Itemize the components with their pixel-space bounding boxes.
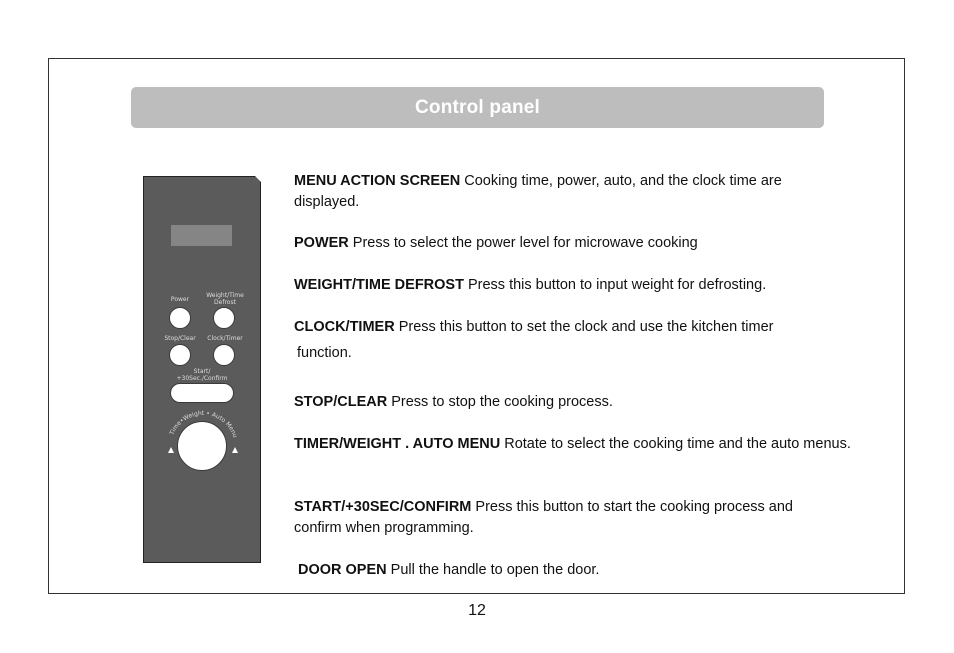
start-label-line1: Start/ — [193, 368, 211, 375]
term-door-open: DOOR OPEN — [298, 562, 387, 578]
term-timer-weight-auto-menu: TIMER/WEIGHT . AUTO MENU — [294, 436, 501, 452]
control-panel-illustration — [143, 176, 261, 563]
power-label: Power — [170, 296, 190, 303]
knob-arc-text: Time•Weight • Auto Menu — [168, 409, 239, 439]
text-weight-time-defrost: Press this button to input weight for defrosting. — [463, 277, 767, 293]
term-clock-timer: CLOCK/TIMER — [294, 319, 395, 335]
clock-timer-label: Clock/Timer — [207, 335, 243, 342]
section-header — [131, 87, 824, 128]
knob-right-arrow-icon — [232, 447, 238, 453]
desc-stop-clear — [294, 392, 864, 413]
text-start-confirm: Press this button to start the cooking process and confirm when programming. — [294, 499, 793, 536]
knob-left-arrow-icon — [168, 447, 174, 453]
desc-power — [294, 233, 864, 254]
start-label-line2: +30Sec./Confirm — [176, 375, 228, 382]
desc-clock-timer-continuation: function. — [297, 345, 352, 361]
timer-weight-auto-menu-knob[interactable] — [177, 421, 227, 471]
defrost-label: Defrost — [214, 299, 236, 306]
desc-timer-weight-auto-menu — [294, 434, 864, 455]
term-stop-clear: STOP/CLEAR — [294, 394, 388, 410]
desc-start-confirm — [294, 497, 842, 539]
page-number: 12 — [468, 602, 486, 619]
desc-door-open — [298, 560, 868, 581]
section-title: Control panel — [414, 96, 541, 118]
text-menu-action-screen: Cooking time, power, auto, and the clock time are displayed. — [294, 173, 782, 210]
term-menu-action-screen: MENU ACTION SCREEN — [294, 173, 461, 189]
weight-time-label: Weight/Time — [206, 292, 244, 299]
term-weight-time-defrost: WEIGHT/TIME DEFROST — [294, 277, 464, 293]
text-power: Press to select the power level for microwave cooking — [348, 235, 698, 251]
stop-clear-label: Stop/Clear — [164, 335, 196, 342]
text-stop-clear: Press to stop the cooking process. — [387, 394, 613, 410]
desc-weight-time-defrost — [294, 275, 864, 296]
term-start-confirm: START/+30SEC/CONFIRM — [294, 499, 472, 515]
text-door-open: Pull the handle to open the door. — [386, 562, 600, 578]
term-power: POWER — [294, 235, 349, 251]
text-timer-weight-auto-menu: Rotate to select the cooking time and the auto menus. — [500, 436, 851, 452]
desc-clock-timer — [294, 317, 864, 338]
desc-menu-action-screen — [294, 171, 834, 213]
text-clock-timer: Press this button to set the clock and use the kitchen timer — [394, 319, 774, 335]
